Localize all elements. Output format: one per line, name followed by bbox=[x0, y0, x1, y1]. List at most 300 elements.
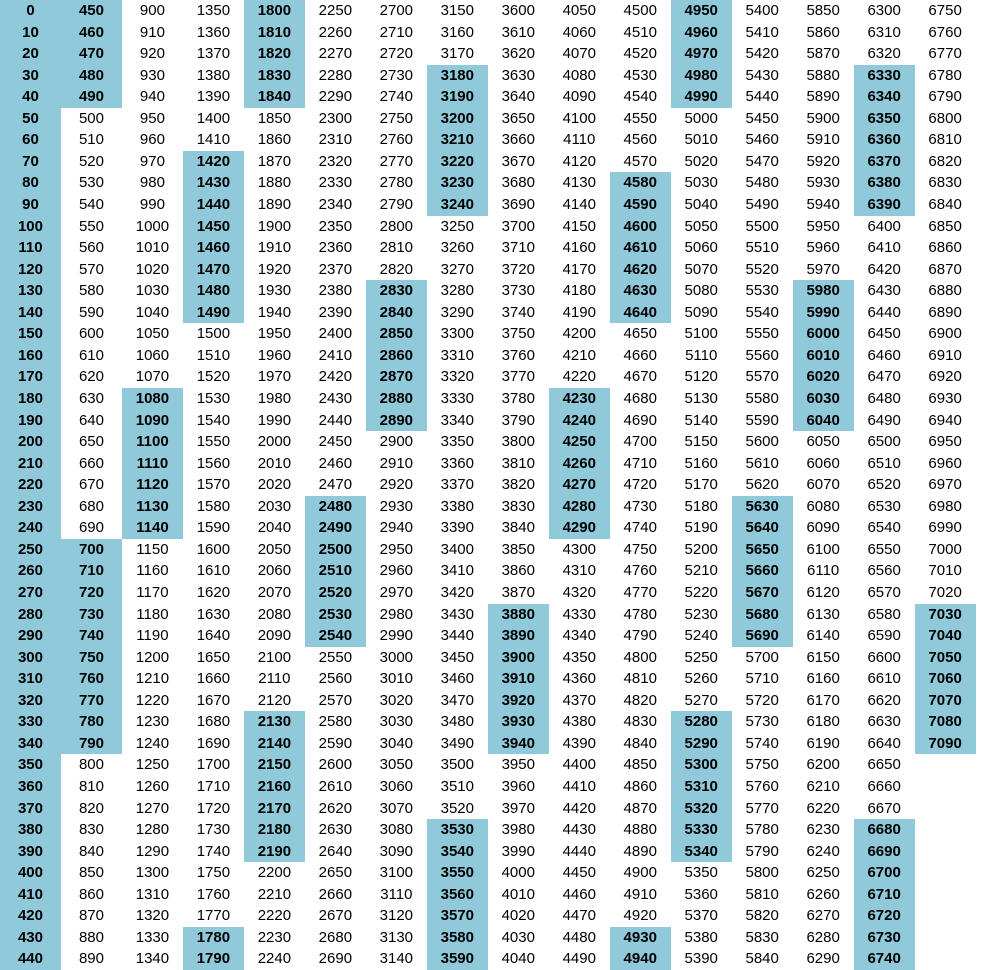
grid-cell: 6250 bbox=[806, 864, 840, 882]
grid-cell: 3790 bbox=[501, 411, 535, 429]
grid-cell: 5400 bbox=[745, 2, 779, 19]
grid-cell: 4800 bbox=[623, 648, 657, 666]
grid-cell: 5620 bbox=[745, 476, 779, 494]
grid-cell: 4880 bbox=[623, 821, 657, 839]
grid-cell: 3720 bbox=[501, 260, 535, 278]
grid-cell: 3830 bbox=[501, 497, 535, 515]
grid-cell: 3660 bbox=[501, 131, 535, 149]
highlighted-cell: 7090 bbox=[915, 733, 976, 755]
highlighted-cell: 30 bbox=[0, 65, 61, 87]
highlighted-cell: 2190 bbox=[244, 841, 305, 863]
highlighted-cell: 4280 bbox=[549, 496, 610, 518]
grid-cell: 5090 bbox=[684, 303, 718, 321]
highlighted-cell: 7040 bbox=[915, 625, 976, 647]
highlighted-cell: 3920 bbox=[488, 690, 549, 712]
grid-cell: 4160 bbox=[562, 239, 596, 257]
grid-cell: 2440 bbox=[318, 411, 353, 429]
grid-cell: 1620 bbox=[196, 584, 231, 601]
grid-cell: 4650 bbox=[623, 325, 657, 343]
highlighted-cell: 7070 bbox=[915, 690, 976, 712]
grid-cell: 2000 bbox=[257, 433, 292, 451]
grid-cell: 5710 bbox=[745, 670, 779, 688]
grid-cell: 2650 bbox=[318, 864, 353, 882]
grid-cell: 960 bbox=[139, 131, 165, 149]
grid-cell: 5930 bbox=[806, 174, 840, 192]
grid-cell: 2580 bbox=[318, 713, 353, 731]
highlighted-cell: 3180 bbox=[427, 65, 488, 87]
highlighted-cell: 4960 bbox=[671, 22, 732, 44]
grid-cell: 2730 bbox=[379, 66, 414, 84]
grid-cell: 4110 bbox=[563, 131, 596, 149]
grid-cell: 5060 bbox=[684, 239, 718, 257]
grid-cell: 2070 bbox=[257, 584, 292, 601]
highlighted-cell: 490 bbox=[61, 86, 122, 108]
grid-cell: 6990 bbox=[928, 519, 962, 537]
highlighted-cell: 790 bbox=[61, 733, 122, 755]
grid-cell: 4860 bbox=[623, 778, 657, 795]
highlighted-cell: 5650 bbox=[732, 539, 793, 561]
grid-cell: 2710 bbox=[379, 23, 414, 41]
grid-cell: 1220 bbox=[135, 691, 170, 709]
highlighted-cell: 1440 bbox=[183, 194, 244, 216]
grid-cell: 2220 bbox=[257, 907, 292, 925]
grid-cell: 2350 bbox=[318, 217, 353, 235]
grid-cell: 5960 bbox=[806, 239, 840, 257]
grid-cell: 4300 bbox=[562, 540, 596, 558]
highlighted-cell: 480 bbox=[61, 65, 122, 87]
grid-cell: 2080 bbox=[257, 605, 292, 623]
grid-cell: 6310 bbox=[867, 23, 901, 41]
grid-cell: 1730 bbox=[196, 821, 231, 839]
grid-cell: 6180 bbox=[806, 713, 840, 731]
highlighted-cell: 760 bbox=[61, 668, 122, 690]
grid-cell: 5210 bbox=[684, 562, 718, 580]
grid-cell: 2050 bbox=[257, 540, 292, 558]
grid-cell: 4150 bbox=[562, 217, 596, 235]
grid-cell: 3450 bbox=[440, 648, 474, 666]
grid-cell: 820 bbox=[78, 799, 104, 817]
highlighted-cell: 2850 bbox=[366, 323, 427, 345]
highlighted-cell: 6720 bbox=[854, 905, 915, 927]
grid-cell: 870 bbox=[78, 907, 104, 925]
grid-cell: 5510 bbox=[745, 239, 779, 257]
grid-cell: 3650 bbox=[501, 109, 535, 127]
highlighted-cell: 220 bbox=[0, 474, 61, 496]
grid-column bbox=[793, 0, 854, 970]
grid-cell: 6260 bbox=[806, 885, 840, 903]
highlighted-cell: 6740 bbox=[854, 948, 915, 970]
grid-cell: 5880 bbox=[806, 66, 840, 84]
grid-cell: 4550 bbox=[623, 109, 657, 127]
grid-cell: 6970 bbox=[928, 476, 962, 494]
grid-cell: 1180 bbox=[136, 605, 169, 623]
grid-cell: 1850 bbox=[257, 109, 292, 127]
highlighted-cell: 4610 bbox=[610, 237, 671, 259]
highlighted-cell: 2510 bbox=[305, 560, 366, 582]
grid-column bbox=[732, 0, 793, 970]
highlighted-cell: 350 bbox=[0, 754, 61, 776]
grid-cell: 4310 bbox=[562, 562, 596, 580]
grid-cell: 1280 bbox=[135, 821, 170, 839]
grid-cell: 3520 bbox=[440, 799, 474, 817]
grid-cell: 5970 bbox=[806, 260, 840, 278]
highlighted-cell: 3900 bbox=[488, 647, 549, 669]
grid-column bbox=[183, 0, 244, 970]
highlighted-cell: 1820 bbox=[244, 43, 305, 65]
grid-cell: 2790 bbox=[379, 196, 414, 213]
grid-cell: 2390 bbox=[318, 303, 353, 321]
grid-cell: 1260 bbox=[135, 778, 170, 795]
grid-cell: 4030 bbox=[501, 928, 535, 946]
grid-cell: 2780 bbox=[379, 174, 414, 192]
grid-cell: 2420 bbox=[318, 368, 353, 386]
grid-cell: 3410 bbox=[440, 562, 474, 580]
highlighted-cell: 4640 bbox=[610, 302, 671, 324]
grid-cell: 3470 bbox=[440, 691, 474, 709]
grid-cell: 6630 bbox=[867, 713, 901, 731]
highlighted-cell: 6040 bbox=[793, 410, 854, 432]
grid-cell: 6050 bbox=[806, 433, 840, 451]
grid-cell: 5390 bbox=[684, 950, 718, 968]
grid-cell: 570 bbox=[78, 260, 104, 278]
highlighted-cell: 2540 bbox=[305, 625, 366, 647]
highlighted-cell: 3570 bbox=[427, 905, 488, 927]
highlighted-cell: 180 bbox=[0, 388, 61, 410]
grid-cell: 6880 bbox=[928, 282, 962, 300]
grid-cell: 1660 bbox=[196, 670, 231, 688]
highlighted-cell: 2840 bbox=[366, 302, 427, 324]
grid-cell: 4380 bbox=[562, 713, 596, 731]
grid-cell: 1680 bbox=[196, 713, 231, 731]
grid-cell: 6220 bbox=[806, 799, 840, 817]
grid-cell: 1940 bbox=[257, 303, 292, 321]
grid-cell: 6960 bbox=[928, 454, 962, 472]
grid-column bbox=[915, 0, 976, 970]
grid-cell: 4840 bbox=[623, 734, 657, 752]
grid-cell: 4100 bbox=[562, 109, 596, 127]
grid-cell: 6070 bbox=[806, 476, 840, 494]
grid-cell: 1350 bbox=[196, 2, 231, 19]
grid-cell: 6530 bbox=[867, 497, 901, 515]
grid-cell: 500 bbox=[78, 109, 104, 127]
highlighted-cell: 5990 bbox=[793, 302, 854, 324]
grid-cell: 1380 bbox=[196, 66, 231, 84]
grid-cell: 5040 bbox=[684, 196, 718, 213]
highlighted-cell: 5330 bbox=[671, 819, 732, 841]
grid-cell: 5430 bbox=[745, 66, 779, 84]
grid-cell: 5450 bbox=[745, 109, 779, 127]
highlighted-cell: 2160 bbox=[244, 776, 305, 798]
grid-cell: 3040 bbox=[379, 734, 414, 752]
grid-cell: 5920 bbox=[806, 152, 840, 170]
grid-cell: 1530 bbox=[196, 390, 231, 407]
grid-cell: 1230 bbox=[135, 713, 170, 731]
highlighted-cell: 6330 bbox=[854, 65, 915, 87]
grid-cell: 2120 bbox=[257, 691, 292, 709]
grid-cell: 6580 bbox=[867, 605, 901, 623]
grid-cell: 4890 bbox=[623, 842, 657, 860]
grid-cell: 2370 bbox=[318, 260, 353, 278]
highlighted-cell: 3220 bbox=[427, 151, 488, 173]
grid-cell: 4050 bbox=[562, 2, 596, 19]
highlighted-cell: 730 bbox=[61, 604, 122, 626]
highlighted-cell: 190 bbox=[0, 410, 61, 432]
highlighted-cell: 370 bbox=[0, 798, 61, 820]
highlighted-cell: 6710 bbox=[854, 884, 915, 906]
grid-cell: 6790 bbox=[928, 88, 962, 106]
grid-cell: 2960 bbox=[379, 562, 414, 580]
grid-cell: 520 bbox=[78, 152, 104, 170]
highlighted-cell: 4620 bbox=[610, 259, 671, 281]
grid-cell: 6150 bbox=[806, 648, 840, 666]
grid-cell: 1010 bbox=[135, 239, 170, 257]
grid-cell: 5760 bbox=[745, 778, 779, 795]
grid-cell: 3420 bbox=[440, 584, 474, 601]
grid-cell: 3680 bbox=[501, 174, 535, 192]
grid-cell: 4470 bbox=[562, 907, 596, 925]
grid-cell: 4210 bbox=[562, 346, 596, 364]
grid-cell: 5870 bbox=[806, 45, 840, 63]
grid-cell: 5440 bbox=[745, 88, 779, 106]
highlighted-cell: 5310 bbox=[671, 776, 732, 798]
grid-cell: 3870 bbox=[501, 584, 535, 601]
grid-cell: 6440 bbox=[867, 303, 901, 321]
grid-cell: 640 bbox=[78, 411, 104, 429]
highlighted-cell: 2520 bbox=[305, 582, 366, 604]
grid-cell: 2680 bbox=[318, 928, 353, 946]
grid-cell: 6410 bbox=[867, 239, 901, 257]
grid-cell: 5180 bbox=[684, 497, 718, 515]
grid-cell: 6280 bbox=[806, 928, 840, 946]
highlighted-cell: 6370 bbox=[854, 151, 915, 173]
highlighted-cell: 3530 bbox=[427, 819, 488, 841]
highlighted-cell: 10 bbox=[0, 22, 61, 44]
grid-cell: 530 bbox=[78, 174, 104, 192]
highlighted-cell: 3590 bbox=[427, 948, 488, 970]
grid-cell: 5550 bbox=[745, 325, 779, 343]
highlighted-cell: 4630 bbox=[610, 280, 671, 302]
highlighted-cell: 2480 bbox=[305, 496, 366, 518]
grid-cell: 2770 bbox=[379, 152, 414, 170]
highlighted-cell: 340 bbox=[0, 733, 61, 755]
grid-cell: 3740 bbox=[501, 303, 535, 321]
grid-cell: 2700 bbox=[379, 2, 414, 19]
highlighted-cell: 4600 bbox=[610, 216, 671, 238]
highlighted-cell: 1120 bbox=[122, 474, 183, 496]
grid-cell: 5940 bbox=[806, 196, 840, 213]
grid-cell: 2360 bbox=[318, 239, 353, 257]
grid-cell: 3320 bbox=[440, 368, 474, 386]
highlighted-cell: 710 bbox=[61, 560, 122, 582]
highlighted-cell: 1470 bbox=[183, 259, 244, 281]
grid-cell: 6130 bbox=[806, 605, 840, 623]
highlighted-cell: 750 bbox=[61, 647, 122, 669]
grid-cell: 2930 bbox=[379, 497, 414, 515]
grid-cell: 890 bbox=[78, 950, 104, 968]
grid-cell: 650 bbox=[78, 433, 104, 451]
highlighted-cell: 2870 bbox=[366, 366, 427, 388]
grid-cell: 560 bbox=[78, 239, 104, 257]
grid-cell: 4410 bbox=[562, 778, 596, 795]
highlighted-cell: 1110 bbox=[122, 453, 183, 475]
highlighted-cell: 5670 bbox=[732, 582, 793, 604]
grid-cell: 6670 bbox=[867, 799, 901, 817]
grid-cell: 900 bbox=[139, 2, 165, 19]
grid-cell: 6160 bbox=[806, 670, 840, 688]
highlighted-cell: 430 bbox=[0, 927, 61, 949]
grid-cell: 4390 bbox=[562, 734, 596, 752]
highlighted-cell: 2830 bbox=[366, 280, 427, 302]
grid-cell: 970 bbox=[139, 152, 165, 170]
highlighted-cell: 280 bbox=[0, 604, 61, 626]
highlighted-cell: 4270 bbox=[549, 474, 610, 496]
grid-cell: 4490 bbox=[562, 950, 596, 968]
grid-cell: 4750 bbox=[623, 540, 657, 558]
grid-cell: 2900 bbox=[379, 433, 414, 451]
grid-cell: 630 bbox=[78, 390, 104, 407]
grid-cell: 1950 bbox=[257, 325, 292, 343]
grid-cell: 3130 bbox=[379, 928, 414, 946]
grid-cell: 6060 bbox=[806, 454, 840, 472]
highlighted-cell: 6700 bbox=[854, 862, 915, 884]
highlighted-cell: 1460 bbox=[183, 237, 244, 259]
grid-cell: 4070 bbox=[562, 45, 596, 63]
highlighted-cell: 6680 bbox=[854, 819, 915, 841]
highlighted-cell: 390 bbox=[0, 841, 61, 863]
highlighted-cell: 740 bbox=[61, 625, 122, 647]
grid-cell: 2280 bbox=[318, 66, 353, 84]
grid-cell: 6100 bbox=[806, 540, 840, 558]
grid-cell: 1320 bbox=[135, 907, 170, 925]
grid-cell: 2820 bbox=[379, 260, 414, 278]
grid-cell: 4540 bbox=[623, 88, 657, 106]
highlighted-cell: 770 bbox=[61, 690, 122, 712]
grid-cell: 5520 bbox=[745, 260, 779, 278]
grid-cell: 1020 bbox=[135, 260, 170, 278]
highlighted-cell: 80 bbox=[0, 172, 61, 194]
grid-cell: 1700 bbox=[196, 756, 231, 774]
grid-cell: 2570 bbox=[318, 691, 353, 709]
grid-cell: 5480 bbox=[745, 174, 779, 192]
grid-cell: 3750 bbox=[501, 325, 535, 343]
grid-cell: 3260 bbox=[440, 239, 474, 257]
grid-cell: 3140 bbox=[379, 950, 414, 968]
grid-cell: 3510 bbox=[440, 778, 474, 795]
grid-cell: 2260 bbox=[318, 23, 353, 41]
grid-cell: 4730 bbox=[623, 497, 657, 515]
grid-cell: 1750 bbox=[196, 864, 231, 882]
highlighted-cell: 310 bbox=[0, 668, 61, 690]
grid-cell: 2200 bbox=[257, 864, 292, 882]
grid-cell: 1150 bbox=[136, 540, 169, 558]
grid-cell: 1510 bbox=[196, 346, 231, 364]
grid-cell: 2760 bbox=[379, 131, 414, 149]
grid-cell: 3380 bbox=[440, 497, 474, 515]
highlighted-cell: 240 bbox=[0, 517, 61, 539]
grid-cell: 6540 bbox=[867, 519, 901, 537]
grid-cell: 6270 bbox=[806, 907, 840, 925]
grid-cell: 4780 bbox=[623, 605, 657, 623]
grid-cell: 7010 bbox=[928, 562, 962, 580]
grid-cell: 3690 bbox=[501, 196, 535, 213]
highlighted-cell: 120 bbox=[0, 259, 61, 281]
highlighted-cell: 6380 bbox=[854, 172, 915, 194]
grid-cell: 4170 bbox=[562, 260, 596, 278]
grid-cell: 1060 bbox=[135, 346, 170, 364]
grid-cell: 5230 bbox=[684, 605, 718, 623]
grid-cell: 1410 bbox=[196, 131, 231, 149]
grid-cell: 5110 bbox=[685, 346, 718, 364]
grid-cell: 3840 bbox=[501, 519, 535, 537]
highlighted-cell: 230 bbox=[0, 496, 61, 518]
grid-cell: 5470 bbox=[745, 152, 779, 170]
grid-cell: 5020 bbox=[684, 152, 718, 170]
highlighted-cell: 1130 bbox=[122, 496, 183, 518]
grid-cell: 2010 bbox=[257, 454, 292, 472]
grid-cell: 4820 bbox=[623, 691, 657, 709]
grid-cell: 6830 bbox=[928, 174, 962, 192]
grid-cell: 3610 bbox=[501, 23, 535, 41]
grid-cell: 6200 bbox=[806, 756, 840, 774]
grid-cell: 6550 bbox=[867, 540, 901, 558]
grid-cell: 2550 bbox=[318, 648, 353, 666]
grid-cell: 3800 bbox=[501, 433, 535, 451]
grid-cell: 4000 bbox=[501, 864, 535, 882]
highlighted-cell: 2130 bbox=[244, 711, 305, 733]
highlighted-cell: 3890 bbox=[488, 625, 549, 647]
highlighted-cell: 3550 bbox=[427, 862, 488, 884]
grid-cell: 4760 bbox=[623, 562, 657, 580]
grid-cell: 5890 bbox=[806, 88, 840, 106]
grid-cell: 5540 bbox=[745, 303, 779, 321]
grid-cell: 5420 bbox=[745, 45, 779, 63]
grid-cell: 2270 bbox=[318, 45, 353, 63]
grid-cell: 1250 bbox=[135, 756, 170, 774]
grid-cell: 6900 bbox=[928, 325, 962, 343]
grid-cell: 3950 bbox=[501, 756, 535, 774]
highlighted-cell: 7050 bbox=[915, 647, 976, 669]
grid-cell: 2310 bbox=[318, 131, 353, 149]
grid-cell: 690 bbox=[78, 519, 104, 537]
highlighted-cell: 140 bbox=[0, 302, 61, 324]
grid-cell: 6320 bbox=[867, 45, 901, 63]
grid-cell: 1900 bbox=[257, 217, 292, 235]
grid-cell: 550 bbox=[78, 217, 104, 235]
grid-cell: 2470 bbox=[318, 476, 353, 494]
grid-cell: 6610 bbox=[867, 670, 901, 688]
grid-cell: 830 bbox=[78, 821, 104, 839]
grid-cell: 1500 bbox=[196, 325, 231, 343]
grid-cell: 2610 bbox=[318, 778, 353, 795]
highlighted-cell: 1140 bbox=[122, 517, 183, 539]
grid-cell: 3400 bbox=[440, 540, 474, 558]
grid-cell: 6930 bbox=[928, 390, 962, 407]
grid-cell: 4420 bbox=[562, 799, 596, 817]
grid-column bbox=[0, 0, 61, 970]
grid-cell: 1640 bbox=[196, 627, 231, 645]
grid-cell: 4140 bbox=[562, 196, 596, 213]
grid-cell: 3360 bbox=[440, 454, 474, 472]
highlighted-cell: 6030 bbox=[793, 388, 854, 410]
grid-cell: 3170 bbox=[440, 45, 474, 63]
grid-cell: 3100 bbox=[379, 864, 414, 882]
grid-cell: 3000 bbox=[379, 648, 414, 666]
grid-cell: 3010 bbox=[379, 670, 414, 688]
grid-cell: 6470 bbox=[867, 368, 901, 386]
grid-cell: 840 bbox=[78, 842, 104, 860]
grid-cell: 4690 bbox=[623, 411, 657, 429]
highlighted-cell: 1810 bbox=[244, 22, 305, 44]
